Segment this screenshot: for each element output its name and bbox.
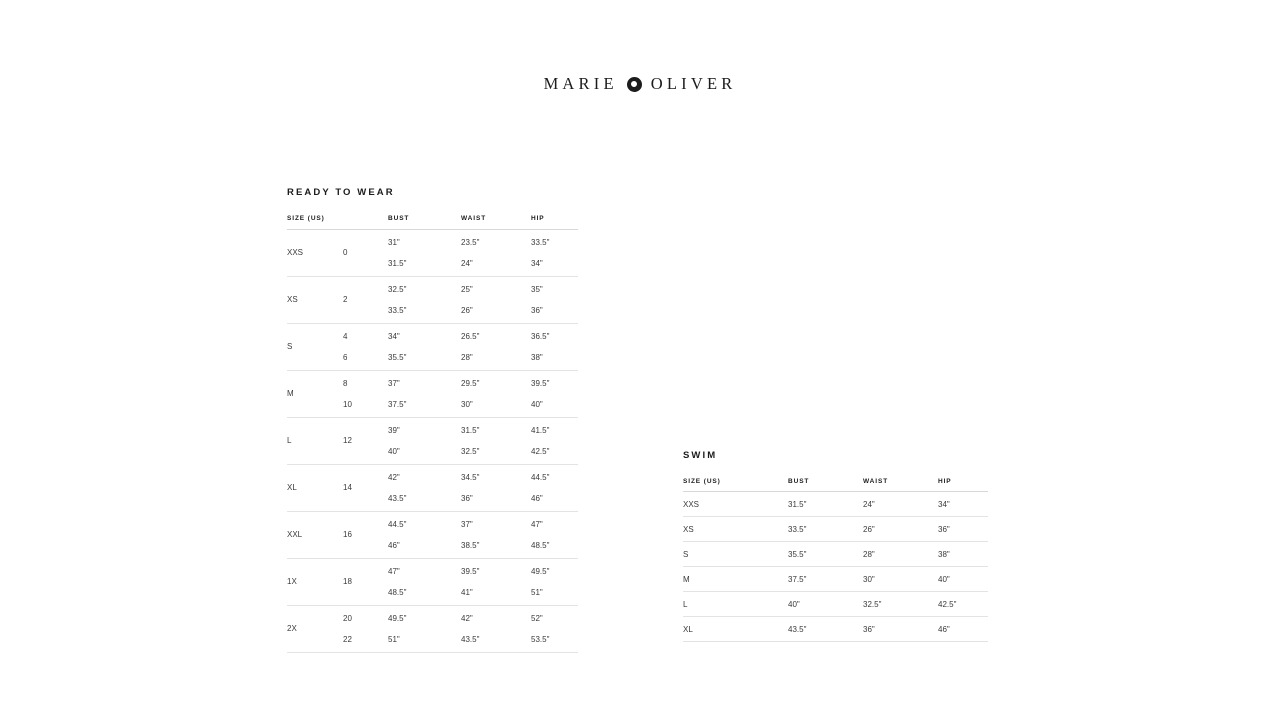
cell-us-value: 4 — [343, 331, 348, 341]
cell-waist: 30" — [863, 567, 938, 592]
cell-hip-value: 36.5" — [531, 331, 550, 341]
swim-table — [683, 478, 988, 642]
cell-bust-value: 42" — [388, 472, 400, 482]
cell-waist — [461, 230, 531, 277]
cell-bust-value: 48.5" — [388, 587, 407, 597]
cell-us-value: 22 — [343, 634, 352, 644]
cell-waist: 28" — [863, 542, 938, 567]
cell-bust — [388, 277, 461, 324]
cell-size-value: XL — [287, 483, 297, 492]
cell-us-value: 12 — [343, 436, 352, 445]
cell-waist-value: 37" — [461, 519, 473, 529]
column-header-waist: WAIST — [863, 478, 938, 492]
cell-hip-value: 47" — [531, 519, 543, 529]
cell-hip — [531, 512, 578, 559]
cell-waist-value: 36" — [461, 493, 473, 503]
cell-size — [287, 465, 343, 512]
cell-us — [343, 418, 388, 465]
cell-bust: 35.5" — [788, 542, 863, 567]
cell-size — [287, 559, 343, 606]
cell-us — [343, 324, 388, 371]
cell-bust-value: 44.5" — [388, 519, 407, 529]
cell-us — [343, 230, 388, 277]
cell-size — [287, 371, 343, 418]
cell-bust: 33.5" — [788, 517, 863, 542]
column-header-hip: HIP — [938, 478, 988, 492]
brand-logo — [0, 74, 1280, 94]
cell-hip — [531, 371, 578, 418]
cell-hip: 42.5" — [938, 592, 988, 617]
cell-bust-value: 31" — [388, 237, 400, 247]
cell-size: L — [683, 592, 788, 617]
table-row — [287, 371, 578, 418]
cell-hip-value: 39.5" — [531, 378, 550, 388]
table-row — [287, 606, 578, 653]
cell-waist — [461, 606, 531, 653]
cell-waist-value: 28" — [461, 352, 473, 362]
table-row — [683, 567, 988, 592]
cell-waist-value: 42" — [461, 613, 473, 623]
cell-us-value: 2 — [343, 295, 348, 304]
table-row — [683, 517, 988, 542]
cell-size-value: XS — [287, 295, 298, 304]
table-row — [683, 617, 988, 642]
cell-bust-value: 37.5" — [388, 399, 407, 409]
cell-hip-value: 53.5" — [531, 634, 550, 644]
cell-waist-value: 43.5" — [461, 634, 480, 644]
cell-waist — [461, 324, 531, 371]
cell-us-value: 0 — [343, 248, 348, 257]
cell-size: XS — [683, 517, 788, 542]
cell-size-value: M — [287, 389, 294, 398]
table-row — [287, 277, 578, 324]
cell-bust — [388, 465, 461, 512]
cell-waist: 24" — [863, 492, 938, 517]
cell-hip — [531, 606, 578, 653]
cell-bust-value: 33.5" — [388, 305, 407, 315]
cell-waist — [461, 512, 531, 559]
cell-bust — [388, 371, 461, 418]
cell-bust-value: 39" — [388, 425, 400, 435]
column-header-bust: BUST — [388, 215, 461, 230]
cell-hip-value: 51" — [531, 587, 543, 597]
cell-size: XL — [683, 617, 788, 642]
column-header-size: SIZE (US) — [683, 478, 788, 492]
table-row — [287, 465, 578, 512]
cell-bust — [388, 418, 461, 465]
cell-waist-value: 26.5" — [461, 331, 480, 341]
swim-section — [683, 450, 988, 642]
cell-size — [287, 512, 343, 559]
cell-bust-value: 46" — [388, 540, 400, 550]
table-row — [287, 230, 578, 277]
cell-hip: 40" — [938, 567, 988, 592]
cell-bust-value: 31.5" — [388, 258, 407, 268]
cell-size — [287, 277, 343, 324]
cell-waist-value: 32.5" — [461, 446, 480, 456]
cell-us-value: 8 — [343, 378, 348, 388]
ready-to-wear-section — [287, 187, 578, 653]
cell-waist-value: 25" — [461, 284, 473, 294]
column-header-waist: WAIST — [461, 215, 531, 230]
cell-us — [343, 371, 388, 418]
cell-hip-value: 33.5" — [531, 237, 550, 247]
cell-us-value: 16 — [343, 530, 352, 539]
cell-us-value: 14 — [343, 483, 352, 492]
cell-hip-value: 49.5" — [531, 566, 550, 576]
column-header-hip: HIP — [531, 215, 578, 230]
cell-bust-value: 37" — [388, 378, 400, 388]
cell-bust-value: 47" — [388, 566, 400, 576]
table-row — [287, 418, 578, 465]
cell-us-value: 20 — [343, 613, 352, 623]
cell-hip: 36" — [938, 517, 988, 542]
cell-size — [287, 230, 343, 277]
cell-bust-value: 51" — [388, 634, 400, 644]
cell-size: XXS — [683, 492, 788, 517]
cell-bust: 37.5" — [788, 567, 863, 592]
cell-hip: 38" — [938, 542, 988, 567]
cell-us — [343, 465, 388, 512]
table-row — [287, 559, 578, 606]
brand-monogram-icon — [627, 77, 642, 92]
cell-size-value: 2X — [287, 624, 297, 633]
cell-hip — [531, 324, 578, 371]
cell-us-value: 18 — [343, 577, 352, 586]
cell-waist-value: 23.5" — [461, 237, 480, 247]
cell-hip-value: 35" — [531, 284, 543, 294]
cell-bust: 31.5" — [788, 492, 863, 517]
cell-waist — [461, 465, 531, 512]
cell-hip-value: 52" — [531, 613, 543, 623]
cell-waist-value: 31.5" — [461, 425, 480, 435]
cell-waist: 26" — [863, 517, 938, 542]
cell-hip-value: 48.5" — [531, 540, 550, 550]
cell-waist-value: 24" — [461, 258, 473, 268]
cell-hip — [531, 465, 578, 512]
cell-us — [343, 559, 388, 606]
column-header-us — [343, 215, 388, 230]
table-header-row — [683, 478, 988, 492]
cell-waist — [461, 559, 531, 606]
cell-hip-value: 36" — [531, 305, 543, 315]
cell-waist: 36" — [863, 617, 938, 642]
table-row — [683, 592, 988, 617]
table-row — [683, 542, 988, 567]
cell-hip: 46" — [938, 617, 988, 642]
brand-word-right: OLIVER — [650, 74, 737, 93]
cell-bust-value: 40" — [388, 446, 400, 456]
cell-bust — [388, 230, 461, 277]
cell-hip: 34" — [938, 492, 988, 517]
table-row — [287, 512, 578, 559]
cell-us-value: 6 — [343, 352, 348, 362]
cell-hip — [531, 230, 578, 277]
cell-waist-value: 26" — [461, 305, 473, 315]
cell-waist-value: 34.5" — [461, 472, 480, 482]
cell-bust-value: 35.5" — [388, 352, 407, 362]
brand-word-left: MARIE — [543, 74, 618, 93]
cell-size-value: S — [287, 342, 293, 351]
cell-size-value: XXL — [287, 530, 303, 539]
cell-waist-value: 29.5" — [461, 378, 480, 388]
cell-bust — [388, 606, 461, 653]
cell-waist-value: 30" — [461, 399, 473, 409]
swim-title: SWIM — [683, 450, 718, 461]
cell-waist — [461, 277, 531, 324]
column-header-size: SIZE (US) — [287, 215, 343, 230]
cell-size-value: L — [287, 436, 292, 445]
cell-us — [343, 606, 388, 653]
cell-bust — [388, 324, 461, 371]
cell-waist-value: 41" — [461, 587, 473, 597]
cell-hip-value: 42.5" — [531, 446, 550, 456]
ready-to-wear-table — [287, 215, 578, 653]
cell-hip-value: 44.5" — [531, 472, 550, 482]
cell-waist-value: 38.5" — [461, 540, 480, 550]
cell-us — [343, 512, 388, 559]
cell-size — [287, 418, 343, 465]
cell-us — [343, 277, 388, 324]
cell-size-value: 1X — [287, 577, 297, 586]
table-row — [287, 324, 578, 371]
cell-size-value: XXS — [287, 248, 304, 257]
cell-size: M — [683, 567, 788, 592]
cell-hip — [531, 559, 578, 606]
cell-hip-value: 34" — [531, 258, 543, 268]
cell-hip-value: 38" — [531, 352, 543, 362]
cell-hip-value: 41.5" — [531, 425, 550, 435]
cell-hip — [531, 277, 578, 324]
column-header-bust: BUST — [788, 478, 863, 492]
table-row — [683, 492, 988, 517]
cell-waist: 32.5" — [863, 592, 938, 617]
cell-bust-value: 49.5" — [388, 613, 407, 623]
cell-bust-value: 43.5" — [388, 493, 407, 503]
cell-size: S — [683, 542, 788, 567]
cell-bust-value: 32.5" — [388, 284, 407, 294]
cell-waist — [461, 371, 531, 418]
cell-waist-value: 39.5" — [461, 566, 480, 576]
cell-bust: 40" — [788, 592, 863, 617]
cell-bust-value: 34" — [388, 331, 400, 341]
cell-size — [287, 606, 343, 653]
cell-bust — [388, 512, 461, 559]
cell-bust — [388, 559, 461, 606]
cell-bust: 43.5" — [788, 617, 863, 642]
cell-us-value: 10 — [343, 399, 352, 409]
ready-to-wear-title: READY TO WEAR — [287, 187, 395, 198]
cell-size — [287, 324, 343, 371]
cell-hip — [531, 418, 578, 465]
cell-hip-value: 40" — [531, 399, 543, 409]
table-header-row — [287, 215, 578, 230]
cell-waist — [461, 418, 531, 465]
cell-hip-value: 46" — [531, 493, 543, 503]
